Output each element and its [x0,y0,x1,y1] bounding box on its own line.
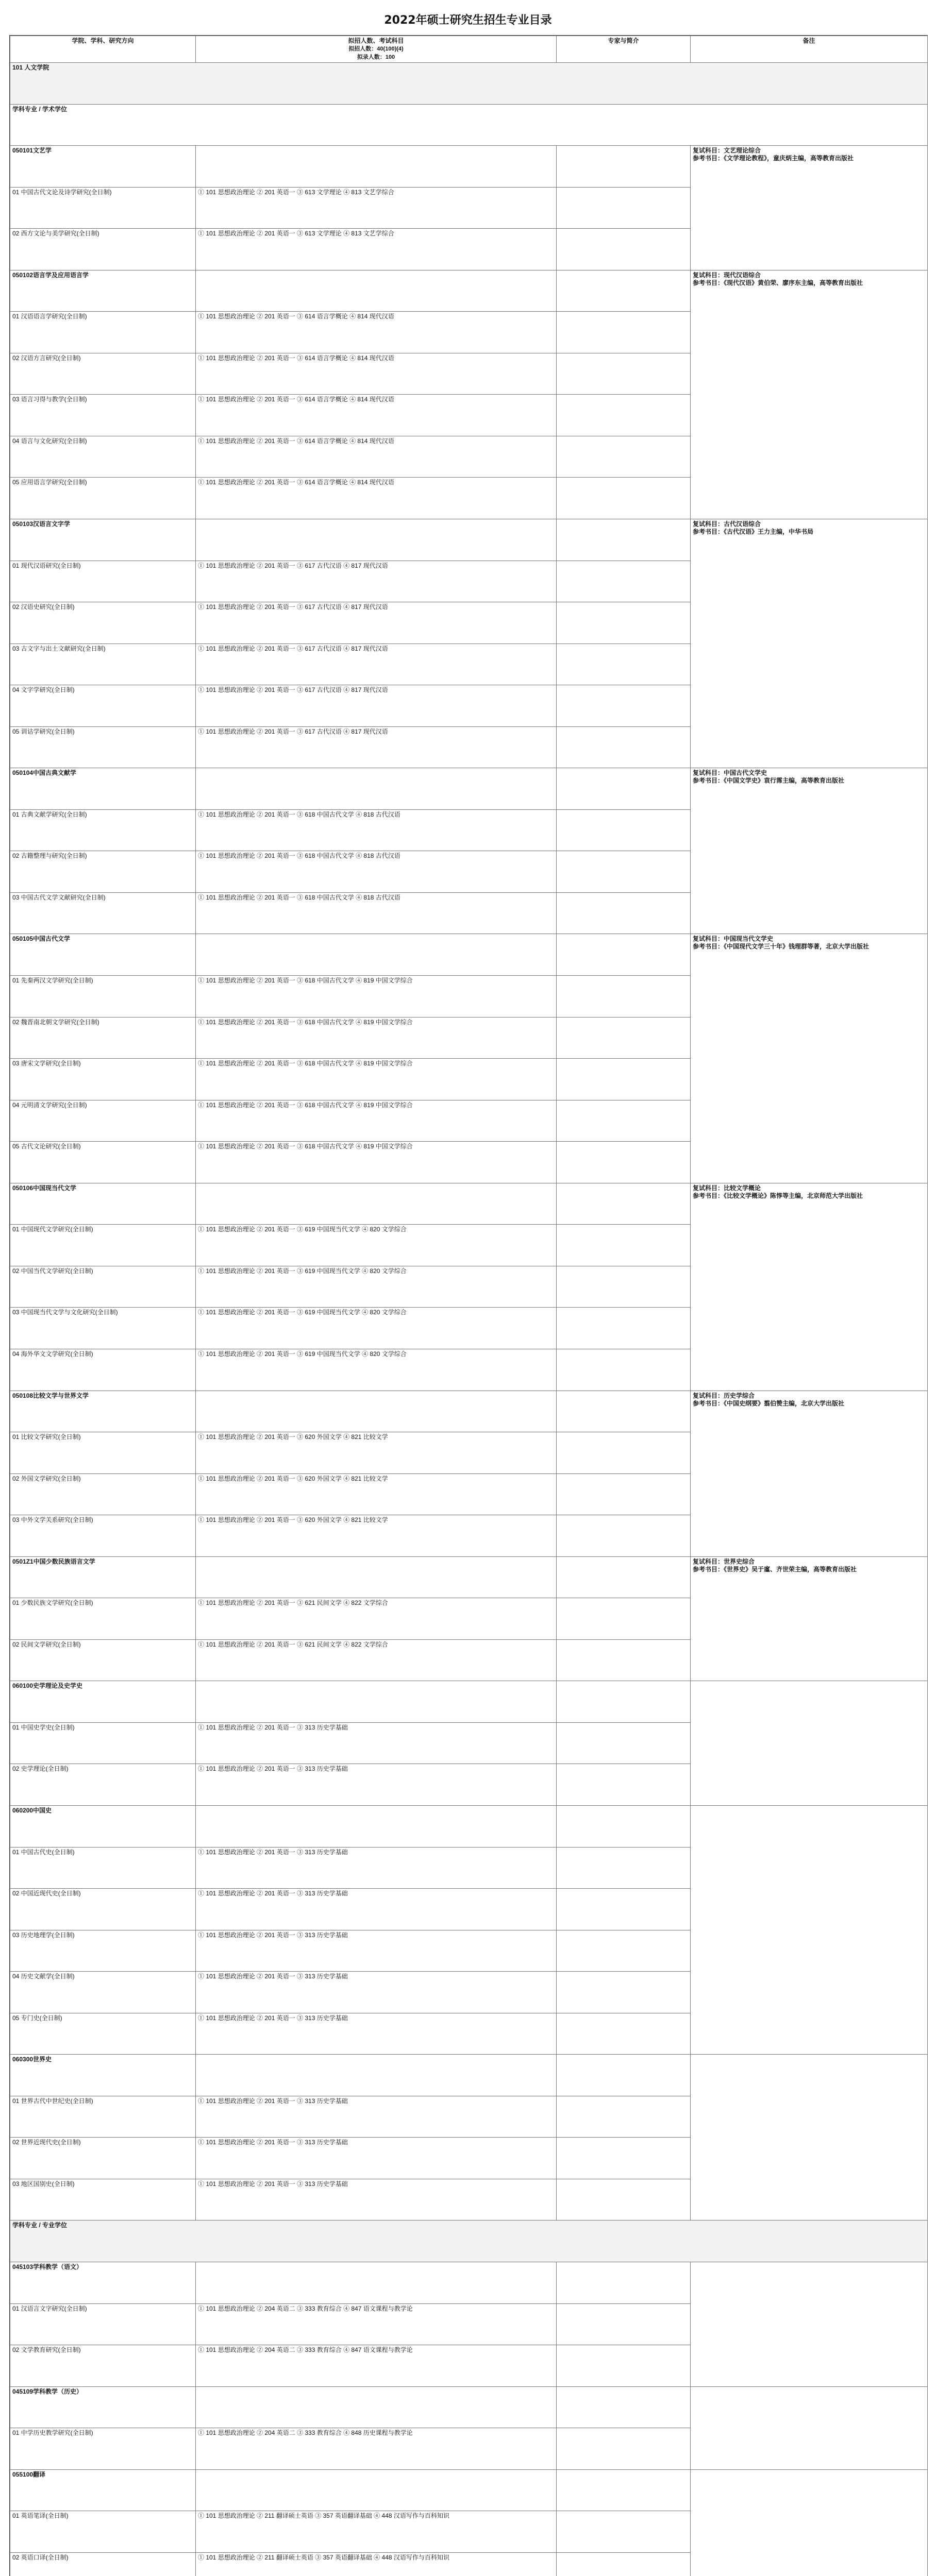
direction-advisor [557,1308,691,1349]
direction-exam: ① 101 思想政治理论 ② 201 英语一 ③ 618 中国古代文学 ④ 818 古代汉语 [196,809,557,851]
direction-advisor [557,436,691,478]
direction-exam: ① 101 思想政治理论 ② 201 英语一 ③ 313 历史学基础 [196,1764,557,1806]
major-plan [196,1681,557,1723]
direction-name: 05 古代文论研究(全日制) [10,1142,196,1183]
major-code: 055100翻译 [10,2469,196,2511]
major-plan [196,2469,557,2511]
direction-name: 01 英语笔译(全日制) [10,2511,196,2553]
direction-name: 03 唐宋文学研究(全日制) [10,1059,196,1100]
direction-advisor [557,1225,691,1266]
major-plan [196,2386,557,2428]
major-plan [196,1183,557,1225]
direction-advisor [557,1142,691,1183]
major-code: 050101文艺学 [10,146,196,188]
note-line: 复试科目：中国现当代文学史 [693,935,774,943]
direction-advisor [557,2511,691,2553]
direction-advisor [557,1100,691,1142]
direction-advisor [557,1017,691,1059]
direction-name: 01 现代汉语研究(全日制) [10,561,196,602]
direction-exam: ① 101 思想政治理论 ② 201 英语一 ③ 618 中国古代文学 ④ 819 中国文学综合 [196,1059,557,1100]
direction-advisor [557,2345,691,2387]
major-code: 060100史学理论及史学史 [10,1681,196,1723]
major-advisor [557,519,691,561]
direction-advisor [557,726,691,768]
faculty-row [10,2221,928,2262]
note-line: 复试科目：世界史综合 [693,1557,755,1565]
major-note [691,270,928,519]
direction-name: 03 地区国别史(全日制) [10,2179,196,2221]
major-code: 050102语言学及应用语言学 [10,270,196,312]
direction-advisor [557,892,691,934]
major-code: 050105中国古代文学 [10,934,196,976]
direction-name: 05 训诂学研究(全日制) [10,726,196,768]
major-row [10,1805,928,1847]
note-line: 参考书目：《古代汉语》王力主编，中华书局 [693,528,814,536]
direction-advisor [557,229,691,270]
direction-advisor [557,2428,691,2470]
direction-advisor [557,1722,691,1764]
direction-advisor [557,1930,691,1972]
direction-name: 02 史学理论(全日制) [10,1764,196,1806]
direction-advisor [557,2179,691,2221]
direction-exam: ① 101 思想政治理论 ② 201 英语一 ③ 617 古代汉语 ④ 817 现代汉语 [196,602,557,644]
direction-name: 05 专门史(全日制) [10,2013,196,2055]
direction-exam: ① 101 思想政治理论 ② 201 英语一 ③ 313 历史学基础 [196,1847,557,1889]
major-advisor [557,146,691,188]
note-line: 参考书目：《中国文学史》袁行霈主编，高等教育出版社 [693,777,845,785]
direction-name: 03 中国古代文学文献研究(全日制) [10,892,196,934]
faculty-row [10,63,928,105]
direction-name: 01 世界古代中世纪史(全日制) [10,2096,196,2138]
direction-name: 04 历史文献学(全日制) [10,1972,196,2013]
direction-exam: ① 101 思想政治理论 ② 201 英语一 ③ 618 中国古代文学 ④ 819 中国文学综合 [196,1142,557,1183]
direction-exam: ① 101 思想政治理论 ② 201 英语一 ③ 620 外国文学 ④ 821 比较文学 [196,1473,557,1515]
major-row [10,146,928,188]
direction-exam: ① 101 思想政治理论 ② 201 英语一 ③ 313 历史学基础 [196,1722,557,1764]
major-code: 050106中国现当代文学 [10,1183,196,1225]
major-note [691,2055,928,2221]
direction-exam: ① 101 思想政治理论 ② 201 英语一 ③ 313 历史学基础 [196,1930,557,1972]
major-plan [196,2262,557,2303]
major-note [691,146,928,270]
faculty-name: 101 人文学院 [10,63,928,105]
direction-advisor [557,976,691,1018]
catalog-table [10,36,928,2576]
note-line: 参考书目：《中国史纲要》翦伯赞主编，北京大学出版社 [693,1399,845,1407]
direction-name: 02 魏晋南北朝文学研究(全日制) [10,1017,196,1059]
major-row [10,2386,928,2428]
direction-name: 03 中外文学关系研究(全日制) [10,1515,196,1557]
direction-exam: ① 101 思想政治理论 ② 201 英语一 ③ 621 民间文学 ④ 822 文学综合 [196,1598,557,1640]
direction-name: 02 汉语方言研究(全日制) [10,353,196,395]
direction-advisor [557,685,691,727]
note-line: 复试科目：文艺理论综合 [693,147,761,155]
major-note [691,2262,928,2386]
major-plan [196,270,557,312]
note-line: 复试科目：历史学综合 [693,1392,755,1399]
direction-name: 01 汉语言文字研究(全日制) [10,2303,196,2345]
direction-exam: ① 101 思想政治理论 ② 201 英语一 ③ 621 民间文学 ④ 822 文学综合 [196,1639,557,1681]
subhead-row [10,104,928,146]
direction-advisor [557,1598,691,1640]
major-plan [196,2055,557,2096]
direction-name: 01 古典文献学研究(全日制) [10,809,196,851]
direction-exam: ① 101 思想政治理论 ② 201 英语一 ③ 617 古代汉语 ④ 817 现代汉语 [196,685,557,727]
direction-exam: ① 101 思想政治理论 ② 201 英语一 ③ 313 历史学基础 [196,2179,557,2221]
major-advisor [557,1805,691,1847]
major-plan [196,1805,557,1847]
direction-advisor [557,353,691,395]
note-line: 复试科目：现代汉语综合 [693,271,761,279]
direction-exam: ① 101 思想政治理论 ② 204 英语二 ③ 333 教育综合 ④ 847 语文课程与教学论 [196,2303,557,2345]
direction-exam: ① 101 思想政治理论 ② 201 英语一 ③ 614 语言学概论 ④ 814 现代汉语 [196,436,557,478]
major-advisor [557,2262,691,2303]
major-code: 060300世界史 [10,2055,196,2096]
major-note [691,1805,928,2054]
direction-advisor [557,2096,691,2138]
direction-name: 02 英语口译(全日制) [10,2552,196,2576]
note-line: 复试科目：中国古代文学史 [693,769,767,777]
direction-exam: ① 101 思想政治理论 ② 201 英语一 ③ 617 古代汉语 ④ 817 现代汉语 [196,561,557,602]
major-code: 060200中国史 [10,1805,196,1847]
direction-advisor [557,1473,691,1515]
direction-exam: ① 101 思想政治理论 ② 211 翻译硕士英语 ③ 357 英语翻译基础 ④ 448 汉语写作与百科知识 [196,2552,557,2576]
direction-name: 01 少数民族文学研究(全日制) [10,1598,196,1640]
direction-advisor [557,1515,691,1557]
direction-exam: ① 101 思想政治理论 ② 201 英语一 ③ 619 中国现当代文学 ④ 820 文学综合 [196,1266,557,1308]
header-col2-sub-a: 拟招人数：40(100)(4) [348,46,404,52]
header-col4: 备注 [691,36,928,63]
direction-name: 04 文字学研究(全日制) [10,685,196,727]
note-line: 参考书目：《世界史》吴于廑、齐世荣主编，高等教育出版社 [693,1565,857,1573]
direction-exam: ① 101 思想政治理论 ② 201 英语一 ③ 613 文学理论 ④ 813 文艺学综合 [196,187,557,229]
major-code: 050108比较文学与世界文学 [10,1391,196,1432]
major-row [10,270,928,312]
direction-name: 01 比较文学研究(全日制) [10,1432,196,1474]
direction-advisor [557,809,691,851]
direction-exam: ① 101 思想政治理论 ② 201 英语一 ③ 617 古代汉语 ④ 817 现代汉语 [196,643,557,685]
direction-name: 03 古文字与出土文献研究(全日制) [10,643,196,685]
major-note [691,1556,928,1681]
header-col3: 专家与简介 [557,36,691,63]
catalog-table-container [9,35,928,2576]
table-header-row [10,36,928,63]
direction-name: 02 西方文论与美学研究(全日制) [10,229,196,270]
header-col2-label: 拟招人数、考试科目 [348,37,404,44]
direction-exam: ① 101 思想政治理论 ② 201 英语一 ③ 614 语言学概论 ④ 814 现代汉语 [196,312,557,353]
direction-exam: ① 101 思想政治理论 ② 201 英语一 ③ 620 外国文学 ④ 821 比较文学 [196,1432,557,1474]
direction-exam: ① 101 思想政治理论 ② 201 英语一 ③ 313 历史学基础 [196,1889,557,1930]
direction-name: 01 中国古代史(全日制) [10,1847,196,1889]
direction-exam: ① 101 思想政治理论 ② 201 英语一 ③ 620 外国文学 ④ 821 比较文学 [196,1515,557,1557]
direction-advisor [557,1764,691,1806]
direction-exam: ① 101 思想政治理论 ② 201 英语一 ③ 614 语言学概论 ④ 814 现代汉语 [196,478,557,519]
direction-exam: ① 101 思想政治理论 ② 201 英语一 ③ 614 语言学概论 ④ 814 现代汉语 [196,395,557,436]
major-plan [196,1391,557,1432]
direction-exam: ① 101 思想政治理论 ② 201 英语一 ③ 613 文学理论 ④ 813 文艺学综合 [196,229,557,270]
direction-advisor [557,1889,691,1930]
major-plan [196,934,557,976]
direction-name: 02 民间文学研究(全日制) [10,1639,196,1681]
direction-advisor [557,478,691,519]
direction-name: 01 先秦两汉文学研究(全日制) [10,976,196,1018]
direction-name: 05 应用语言学研究(全日制) [10,478,196,519]
major-code: 050104中国古典文献学 [10,768,196,810]
direction-advisor [557,312,691,353]
major-row [10,2262,928,2303]
major-advisor [557,768,691,810]
note-line: 复试科目：古代汉语综合 [693,520,761,528]
major-plan [196,768,557,810]
faculty-name: 学科专业 / 专业学位 [10,2221,928,2262]
direction-advisor [557,395,691,436]
direction-name: 04 元明清文学研究(全日制) [10,1100,196,1142]
major-note [691,2386,928,2469]
direction-name: 02 汉语史研究(全日制) [10,602,196,644]
direction-exam: ① 101 思想政治理论 ② 201 英语一 ③ 313 历史学基础 [196,1972,557,2013]
header-col2-sub-b: 拟录人数：100 [357,54,395,60]
direction-advisor [557,1639,691,1681]
major-code: 045103学科教学（语文） [10,2262,196,2303]
major-advisor [557,2055,691,2096]
direction-name: 03 中国现当代文学与文化研究(全日制) [10,1308,196,1349]
header-col2 [196,36,557,63]
direction-advisor [557,561,691,602]
note-line: 参考书目：《比较文学概论》陈惇等主编，北京师范大学出版社 [693,1192,863,1199]
direction-name: 02 文学教育研究(全日制) [10,2345,196,2387]
direction-advisor [557,2552,691,2576]
direction-exam: ① 101 思想政治理论 ② 201 英语一 ③ 313 历史学基础 [196,2096,557,2138]
direction-advisor [557,187,691,229]
major-row [10,768,928,810]
major-note [691,1391,928,1556]
direction-name: 01 中学历史教学研究(全日制) [10,2428,196,2470]
direction-advisor [557,2138,691,2179]
page-title: 2022年硕士研究生招生专业目录 [384,14,552,27]
direction-advisor [557,851,691,893]
direction-advisor [557,643,691,685]
direction-name: 03 语言习得与教学(全日制) [10,395,196,436]
direction-advisor [557,602,691,644]
major-plan [196,519,557,561]
direction-name: 02 中国近现代史(全日制) [10,1889,196,1930]
direction-advisor [557,1847,691,1889]
direction-exam: ① 101 思想政治理论 ② 201 英语一 ③ 619 中国现当代文学 ④ 820 文学综合 [196,1349,557,1391]
direction-name: 01 中国史学史(全日制) [10,1722,196,1764]
note-line: 复试科目：比较文学概论 [693,1184,761,1192]
direction-exam: ① 101 思想政治理论 ② 201 英语一 ③ 618 中国古代文学 ④ 819 中国文学综合 [196,1017,557,1059]
direction-name: 04 语言与文化研究(全日制) [10,436,196,478]
direction-name: 02 世界近现代史(全日制) [10,2138,196,2179]
direction-advisor [557,2303,691,2345]
direction-exam: ① 101 思想政治理论 ② 204 英语二 ③ 333 教育综合 ④ 848 历史课程与教学论 [196,2428,557,2470]
catalog-body [10,63,928,2576]
header-col1: 学院、学科、研究方向 [10,36,196,63]
major-code: 0501Z1中国少数民族语言文学 [10,1556,196,1598]
direction-exam: ① 101 思想政治理论 ② 201 英语一 ③ 618 中国古代文学 ④ 819 中国文学综合 [196,1100,557,1142]
direction-name: 03 历史地理学(全日制) [10,1930,196,1972]
major-row [10,2469,928,2511]
major-row [10,1391,928,1432]
major-note [691,1681,928,1806]
major-advisor [557,270,691,312]
direction-exam: ① 101 思想政治理论 ② 201 英语一 ③ 618 中国古代文学 ④ 819 中国文学综合 [196,976,557,1018]
major-advisor [557,1681,691,1723]
major-row [10,1183,928,1225]
direction-exam: ① 101 思想政治理论 ② 204 英语二 ③ 333 教育综合 ④ 847 语文课程与教学论 [196,2345,557,2387]
direction-exam: ① 101 思想政治理论 ② 201 英语一 ③ 313 历史学基础 [196,2013,557,2055]
direction-exam: ① 101 思想政治理论 ② 201 英语一 ③ 619 中国现当代文学 ④ 820 文学综合 [196,1225,557,1266]
major-code: 045109学科教学（历史） [10,2386,196,2428]
major-note [691,934,928,1183]
major-code: 050103汉语言文字学 [10,519,196,561]
major-advisor [557,2386,691,2428]
major-note [691,768,928,934]
major-plan [196,1556,557,1598]
direction-exam: ① 101 思想政治理论 ② 201 英语一 ③ 614 语言学概论 ④ 814 现代汉语 [196,353,557,395]
major-note [691,2469,928,2576]
direction-exam: ① 101 思想政治理论 ② 201 英语一 ③ 618 中国古代文学 ④ 818 古代汉语 [196,851,557,893]
major-advisor [557,1391,691,1432]
direction-name: 01 中国古代文论及诗学研究(全日制) [10,187,196,229]
note-line: 参考书目：《中国现代文学三十年》钱理群等著，北京大学出版社 [693,943,870,951]
direction-name: 01 汉语语言学研究(全日制) [10,312,196,353]
direction-advisor [557,2013,691,2055]
direction-name: 04 海外华文文学研究(全日制) [10,1349,196,1391]
major-row [10,934,928,976]
direction-name: 01 中国现代文学研究(全日制) [10,1225,196,1266]
direction-name: 02 外国文学研究(全日制) [10,1473,196,1515]
major-advisor [557,2469,691,2511]
direction-advisor [557,1266,691,1308]
direction-name: 02 中国当代文学研究(全日制) [10,1266,196,1308]
direction-exam: ① 101 思想政治理论 ② 201 英语一 ③ 617 古代汉语 ④ 817 现代汉语 [196,726,557,768]
major-advisor [557,934,691,976]
direction-exam: ① 101 思想政治理论 ② 201 英语一 ③ 313 历史学基础 [196,2138,557,2179]
major-row [10,1681,928,1723]
major-row [10,2055,928,2096]
direction-advisor [557,1972,691,2013]
direction-advisor [557,1059,691,1100]
major-note [691,1183,928,1391]
major-row [10,1556,928,1598]
major-plan [196,146,557,188]
major-advisor [557,1183,691,1225]
direction-advisor [557,1349,691,1391]
major-advisor [557,1556,691,1598]
major-note [691,519,928,768]
direction-exam: ① 101 思想政治理论 ② 201 英语一 ③ 619 中国现当代文学 ④ 820 文学综合 [196,1308,557,1349]
subhead-label: 学科专业 / 学术学位 [10,104,928,146]
note-line: 参考书目：《文学理论教程》，童庆炳主编，高等教育出版社 [693,155,854,162]
direction-advisor [557,1432,691,1474]
direction-exam: ① 101 思想政治理论 ② 201 英语一 ③ 618 中国古代文学 ④ 818 古代汉语 [196,892,557,934]
note-line: 参考书目：《现代汉语》黄伯荣、廖序东主编，高等教育出版社 [693,279,863,286]
direction-exam: ① 101 思想政治理论 ② 211 翻译硕士英语 ③ 357 英语翻译基础 ④ 448 汉语写作与百科知识 [196,2511,557,2553]
major-row [10,519,928,561]
direction-name: 02 古籍整理与研究(全日制) [10,851,196,893]
